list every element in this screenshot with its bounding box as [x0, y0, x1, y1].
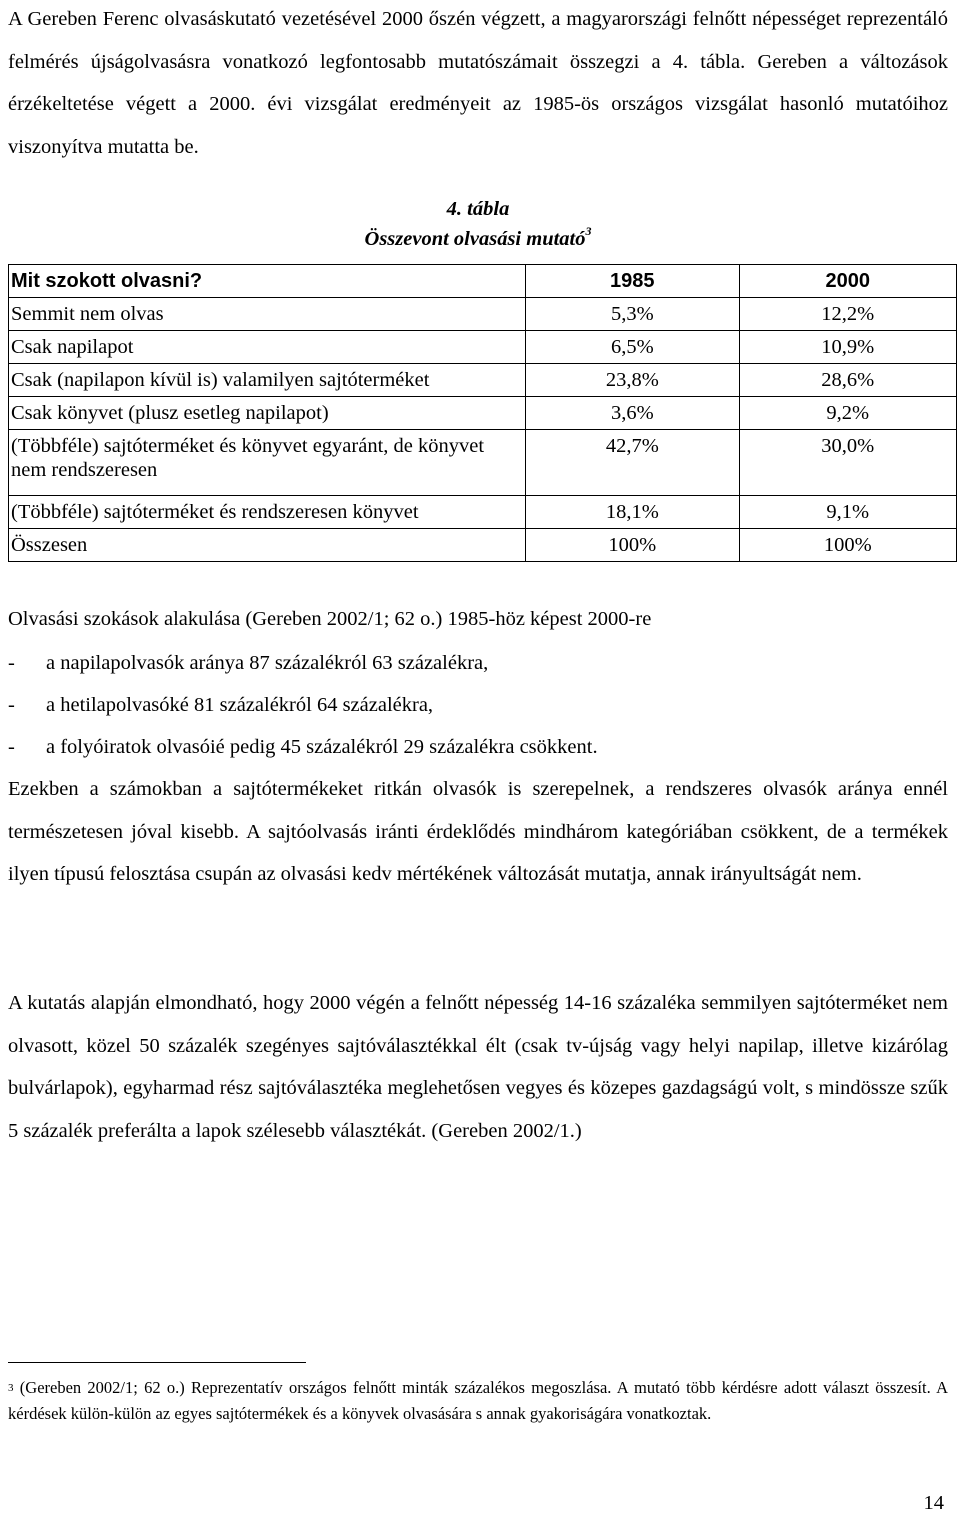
value-2000: 28,6%: [739, 364, 956, 397]
list-marker: -: [8, 694, 15, 716]
list-item: [8, 642, 948, 684]
intro-paragraph: A Gereben Ferenc olvasáskutató vezetésével 2000 őszén végzett, a magyarországi felnőtt népességet reprezentáló felmérés újságolvasásra vonatkozó legfontosabb mutatószámait összegzi a 4. tábla. Gereben a változások érzékeltetése végett a 2000. évi vizsgálat eredményeit az 1985-ös országos vizsgálat hasonló mutatóihoz viszonyítva mutatta be.: [8, 8, 948, 158]
value-1985: 5,3%: [526, 298, 739, 331]
header-1985: 1985: [526, 265, 739, 298]
list-item-text: a hetilapolvasóké 81 százalékról 64 százalékra,: [46, 694, 434, 716]
value-1985: 6,5%: [526, 331, 739, 364]
table-row: [9, 397, 957, 430]
value-1985: 100%: [526, 529, 739, 562]
value-2000: 30,0%: [739, 430, 956, 496]
page-number: 14: [923, 1492, 944, 1514]
table-header-row: [9, 265, 957, 298]
value-2000: 10,9%: [739, 331, 956, 364]
row-label: Semmit nem olvas: [9, 298, 526, 331]
row-label: Összesen: [9, 529, 526, 562]
table-row: [9, 496, 957, 529]
list-marker: -: [8, 652, 15, 674]
header-question: Mit szokott olvasni?: [9, 265, 526, 298]
table-title-line: [8, 224, 948, 251]
row-label: (Többféle) sajtóterméket és könyvet egyaránt, de könyvet nem rendszeresen: [9, 430, 526, 496]
value-2000: 9,2%: [739, 397, 956, 430]
value-1985: 3,6%: [526, 397, 739, 430]
list-item-text: a napilapolvasók aránya 87 százalékról 63 százalékra,: [46, 652, 489, 674]
value-1985: 42,7%: [526, 430, 739, 496]
list-item: [8, 684, 948, 726]
paragraph: A kutatás alapján elmondható, hogy 2000 végén a felnőtt népesség 14-16 százaléka semmilyen sajtóterméket nem olvasott, közel 50 százalék szegényes sajtóválasztékkal élt (csak tv-újság vagy helyi napilap, illetve kizárólag bulvárlapok), egyharmad rész sajtóválasztéka meglehetősen vegyes és közepes gazdagságú volt, s mindössze szűk 5 százalék preferálta a lapok szélesebb választékát. (Gereben 2002/1.): [8, 992, 948, 1142]
table-row: [9, 430, 957, 496]
summary-title: Olvasási szokások alakulása (Gereben 2002/1; 62 o.) 1985-höz képest 2000-re: [8, 608, 652, 630]
value-1985: 18,1%: [526, 496, 739, 529]
table-title: Összevont olvasási mutató: [364, 228, 586, 250]
value-2000: 100%: [739, 529, 956, 562]
value-1985: 23,8%: [526, 364, 739, 397]
table-row: [9, 331, 957, 364]
value-2000: 12,2%: [739, 298, 956, 331]
row-label: (Többféle) sajtóterméket és rendszeresen könyvet: [9, 496, 526, 529]
table-number: 4. tábla: [446, 198, 510, 220]
header-2000: 2000: [739, 265, 956, 298]
row-label: Csak (napilapon kívül is) valamilyen sajtóterméket: [9, 364, 526, 397]
table-row: [9, 364, 957, 397]
footnote: [8, 1375, 948, 1426]
row-label: Csak napilapot: [9, 331, 526, 364]
list-item: [8, 726, 948, 768]
value-2000: 9,1%: [739, 496, 956, 529]
footnote-text: (Gereben 2002/1; 62 o.) Reprezentatív országos felnőtt minták százalékos megoszlása. A mutató több kérdésre adott választ összesít. A kérdések külön-külön az egyes sajtótermékek és a könyvek olvasására s annak gyakoriságára vonatkoztak.: [8, 1378, 948, 1423]
list-item-text: a folyóiratok olvasóié pedig 45 százalékról 29 százalékra csökkent.: [46, 736, 598, 758]
table-total-row: [9, 529, 957, 562]
footnote-mark: 3: [8, 1382, 14, 1394]
table-row: [9, 298, 957, 331]
footnote-reference: 3: [585, 224, 592, 238]
row-label: Csak könyvet (plusz esetleg napilapot): [9, 397, 526, 430]
paragraph: Ezekben a számokban a sajtótermékeket ritkán olvasók is szerepelnek, a rendszeres olvasók aránya ennél természetesen jóval kisebb. A sajtóolvasás iránti érdeklődés mindhárom kategóriában csökkent, de a termékek ilyen típusú felosztása csupán az olvasási kedv mértékének változását mutatja, annak irányultságát nem.: [8, 778, 948, 885]
reading-indicator-table: [8, 264, 957, 562]
list-marker: -: [8, 736, 15, 758]
footnote-divider: [8, 1362, 306, 1363]
change-list: [8, 642, 948, 768]
